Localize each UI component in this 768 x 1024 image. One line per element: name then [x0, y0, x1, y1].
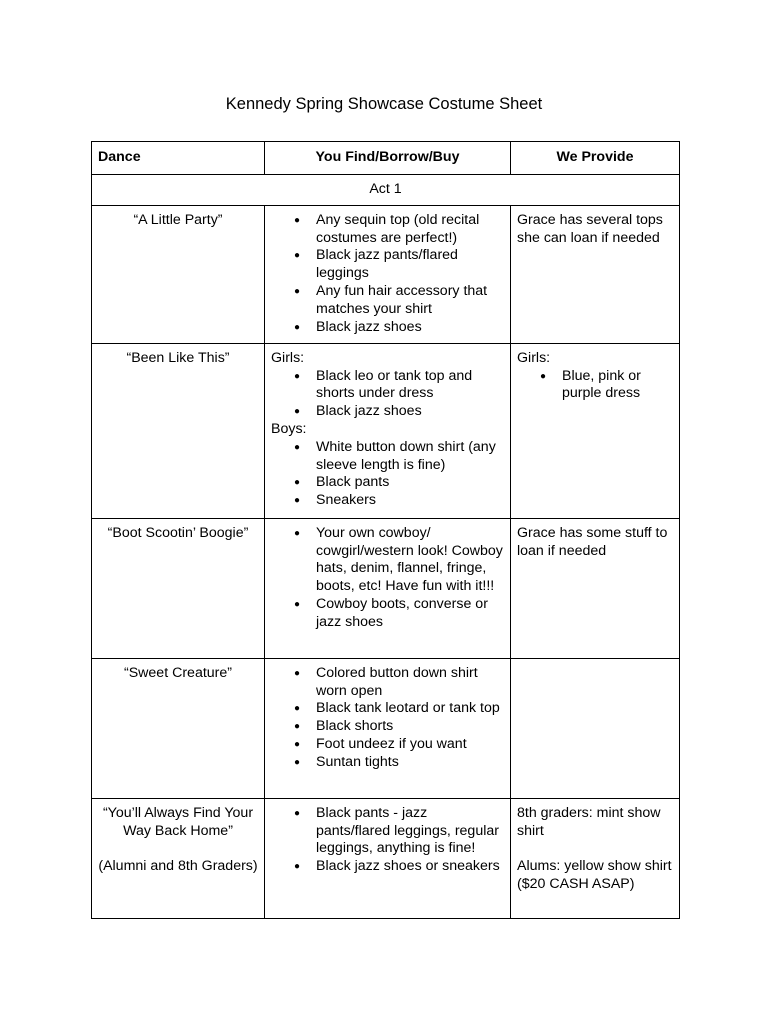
list-item: ● Suntan tights — [316, 754, 504, 772]
table-row — [92, 518, 680, 658]
list-item: ● Black pants - jazz pants/flared leggings, regular leggings, anything is fine! — [316, 805, 504, 858]
table-row — [92, 343, 680, 518]
list-item: ● Foot undeez if you want — [316, 736, 504, 754]
list-item: ● Cowboy boots, converse or jazz shoes — [316, 596, 504, 632]
table-row — [92, 658, 680, 798]
act-row — [92, 175, 680, 206]
dance-cell — [92, 798, 265, 918]
page-title: Kennedy Spring Showcase Costume Sheet — [225, 95, 543, 113]
table-row — [92, 205, 680, 343]
costume-table — [91, 141, 680, 919]
header-find: You Find/Borrow/Buy — [265, 142, 511, 175]
find-list — [271, 439, 504, 510]
dance-name: “A Little Party” — [92, 205, 265, 343]
list-item: ● Colored button down shirt worn open — [316, 665, 504, 701]
girls-label: Girls: — [271, 349, 305, 366]
list-item: ● Black jazz shoes — [316, 319, 504, 337]
provide-cell — [511, 798, 680, 918]
list-item: ● Black tank leotard or tank top — [316, 700, 504, 718]
find-list — [271, 525, 504, 632]
act-label: Act 1 — [92, 175, 680, 206]
find-list — [271, 805, 504, 876]
dance-name: “You’ll Always Find Your Way Back Home” — [102, 804, 254, 839]
find-list — [271, 665, 504, 772]
dance-name: “Been Like This” — [92, 343, 265, 518]
list-item: ● Any fun hair accessory that matches your shirt — [316, 283, 504, 319]
find-list — [271, 368, 504, 421]
list-item: ● Your own cowboy/ cowgirl/western look! Cowboy hats, denim, flannel, fringe, boots, etc! Have fun with it!!! — [316, 525, 504, 596]
girls-label: Girls: — [517, 349, 551, 366]
list-item: ● White button down shirt (any sleeve length is fine) — [316, 439, 504, 475]
find-cell — [265, 205, 511, 343]
table-row — [92, 798, 680, 918]
provide-cell: Grace has several tops she can loan if needed — [511, 205, 680, 343]
list-item: ● Black jazz pants/flared leggings — [316, 247, 504, 283]
list-item: ● Black pants — [316, 474, 504, 492]
find-list — [271, 212, 504, 337]
list-item: ● Sneakers — [316, 492, 504, 510]
find-cell — [265, 518, 511, 658]
list-item: ● Any sequin top (old recital costumes are perfect!) — [316, 212, 504, 248]
header-dance: Dance — [92, 142, 265, 175]
list-item: ● Black shorts — [316, 718, 504, 736]
find-cell — [265, 798, 511, 918]
find-cell — [265, 658, 511, 798]
header-provide: We Provide — [511, 142, 680, 175]
list-item: ● Black leo or tank top and shorts under dress — [316, 368, 504, 404]
list-item: ● Black jazz shoes — [316, 403, 504, 421]
list-item: ● Black jazz shoes or sneakers — [316, 858, 504, 876]
boys-label: Boys: — [271, 420, 307, 437]
provide-cell — [511, 658, 680, 798]
dance-name: “Sweet Creature” — [92, 658, 265, 798]
header-row — [92, 142, 680, 175]
find-cell — [265, 343, 511, 518]
provide-cell: Grace has some stuff to loan if needed — [511, 518, 680, 658]
provide-list — [517, 368, 673, 404]
provide-line: 8th graders: mint show shirt — [517, 804, 661, 839]
dance-name: “Boot Scootin’ Boogie” — [92, 518, 265, 658]
provide-line: Alums: yellow show shirt ($20 CASH ASAP) — [517, 858, 672, 892]
provide-cell — [511, 343, 680, 518]
list-item: ● Blue, pink or purple dress — [562, 368, 673, 404]
dance-note: (Alumni and 8th Graders) — [98, 858, 258, 875]
